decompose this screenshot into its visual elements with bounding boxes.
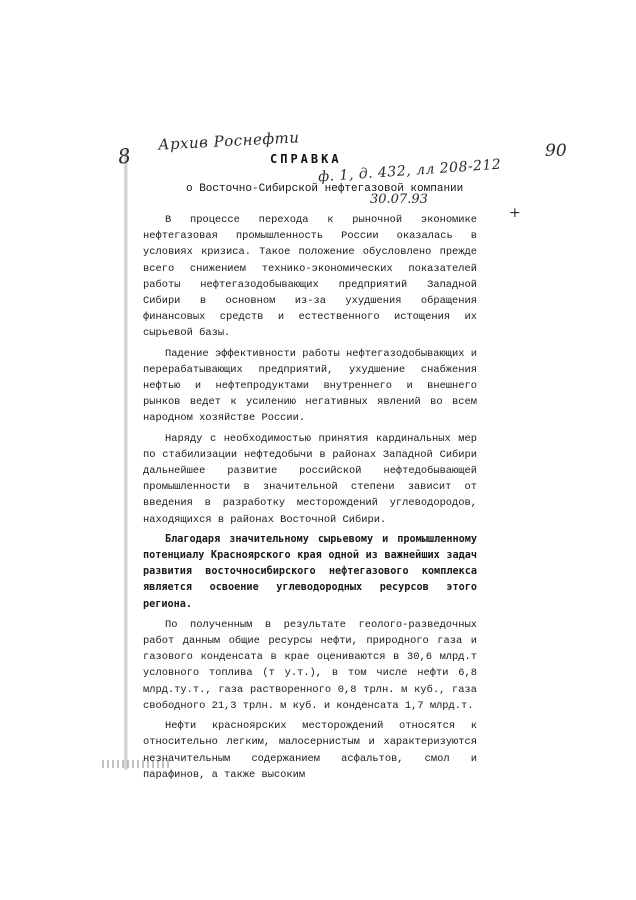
handwritten-archive-note: Архив Роснефти (157, 128, 300, 154)
paragraph-5: По полученным в результате геолого-разведочных работ данным общие ресурсы нефти, природного газа и газового конденсата в крае оцениваются в 30,6 млрд.т условного топлива (т у.т.), в том числе нефти 6,8 млрд.ту.т., газа растворенного 0,8 трлн. м куб., газа свободного 21,3 трлн. м куб. и конденсата 1,7 млрд.т. (143, 618, 477, 712)
handwritten-side-mark: 8 (116, 143, 133, 169)
paragraph-2: Падение эффективности работы нефтегазодобывающих и перерабатывающих предприятий, ухудшение снабжения нефтью и нефтепродуктами внутреннего и внешнего рынков ведет к усилению негативных явлений во всем народном хозяйстве России. (143, 347, 477, 425)
binding-edge (124, 150, 128, 770)
document-title: СПРАВКА (270, 152, 342, 166)
handwritten-margin-mark: + (509, 205, 521, 221)
handwritten-date: 30.07.93 (370, 192, 428, 207)
paragraph-4-emphasized: Благодаря значительному сырьевому и промышленному потенциалу Красноярского края одной из важнейших задач развития восточносибирского нефтегазового комплекса является освоение углеводородных ресурсов этого региона. (143, 533, 477, 610)
document-subtitle: о Восточно-Сибирской нефтегазовой компании (186, 183, 464, 195)
paragraph-3: Наряду с необходимостью принятия кардинальных мер по стабилизации нефтедобычи в районах Западной Сибири дальнейшее развитие российской нефтедобывающей промышленности в значительной степени зависит от введения в разработку месторождений углеводородов, находящихся в районах Восточной Сибири. (143, 432, 477, 526)
handwritten-folio-number: 90 (545, 141, 567, 161)
handwritten-archive-reference: ф. 1, д. 432, лл 208-212 (317, 156, 502, 186)
paragraph-6: Нефти красноярских месторождений относятся к относительно легким, малосернистым и характеризуются незначительным содержанием асфальтов, смол и парафинов, а также высоким (143, 720, 477, 781)
paragraph-1: В процессе перехода к рыночной экономике нефтегазовая промышленность России оказалась в условиях кризиса. Такое положение обусловлено прежде всего снижением технико-экономических показателей работы нефтегазодобывающих предприятий Западной Сибири в основном из-за ухудшения обращения финансовых средств и естественного истощения их сырьевой базы. (143, 214, 477, 340)
document-body (143, 212, 477, 787)
